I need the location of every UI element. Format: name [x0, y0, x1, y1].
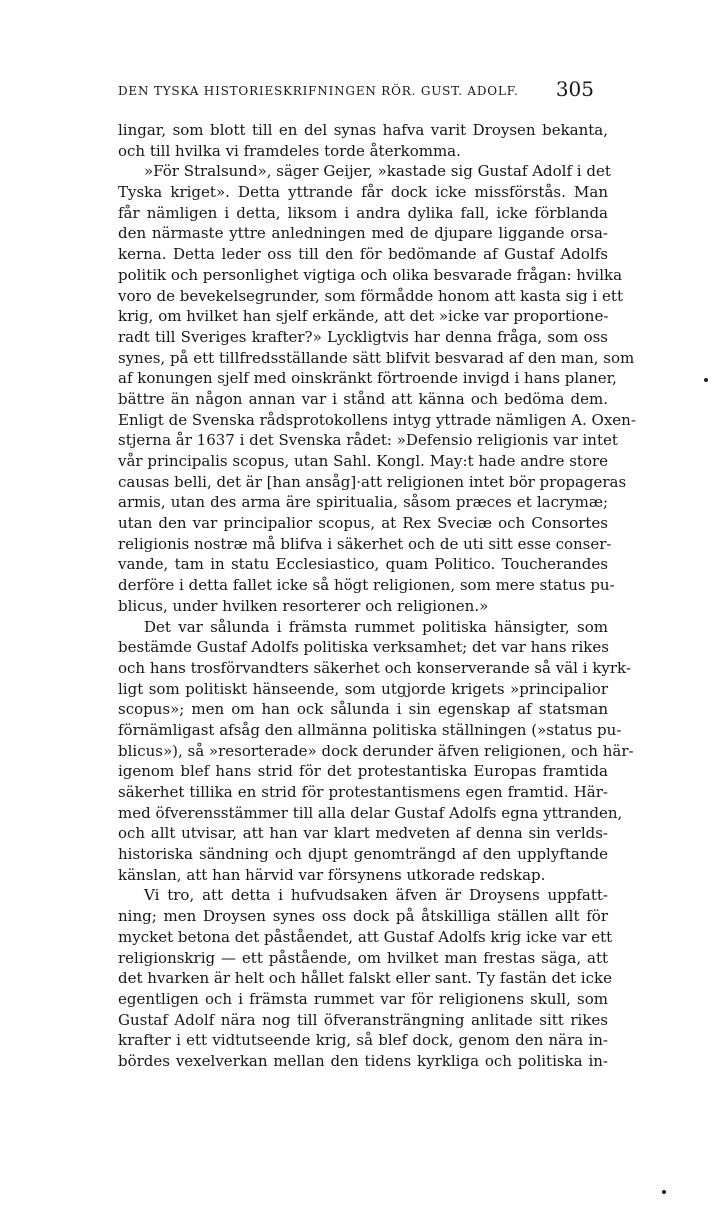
text-line: religionis nostræ må blifva i säkerhet och de uti sitt esse conser- [118, 534, 612, 553]
text-line: blicus»), så »resorterade» dock derunder äfven religionen, och här- [118, 741, 634, 760]
running-header-title: DEN TYSKA HISTORIESKRIFNINGEN RÖR. GUST. ADOLF. [118, 84, 519, 98]
text-line: lingar, som blott till en del synas hafva varit Droysen bekanta, [118, 121, 608, 139]
text-line: säkerhet tillika en strid för protestantismens egen framtid. Här- [118, 783, 608, 801]
text-line: armis, utan des arma äre spiritualia, såsom præces et lacrymæ; [118, 493, 608, 512]
text-line: vår principalis scopus, utan Sahl. Kongl. May:t hade andre store [118, 452, 609, 470]
text-line: och allt utvisar, att han var klart medveten af denna sin verlds- [118, 824, 608, 843]
text-line: af konungen sjelf med oinskränkt förtroende invigd i hans planer, [118, 369, 617, 388]
text-line: bättre än någon annan var i stånd att känna och bedöma dem. [118, 389, 608, 408]
text-line: känslan, att han härvid var försynens utkorade redskap. [118, 865, 546, 884]
running-header [118, 76, 598, 102]
text-line: derföre i detta fallet icke så högt religionen, som mere status pu- [118, 576, 615, 595]
text-line: det hvarken är helt och hållet falskt eller sant. Ty fastän det icke [118, 969, 612, 988]
text-line: voro de bevekelsegrunder, som förmådde honom att kasta sig i ett [118, 286, 623, 305]
text-line: Vi tro, att detta i hufvudsaken äfven är Droysens uppfatt- [144, 886, 608, 905]
text-line: och till hvilka vi framdeles torde återkomma. [118, 141, 461, 160]
text-line: causas belli, det är [han ansåg]·att religionen intet bör propageras [118, 472, 627, 491]
margin-speck [704, 378, 708, 382]
page-number: 305 [555, 77, 594, 101]
text-line: »För Stralsund», säger Geijer, »kastade sig Gustaf Adolf i det [144, 162, 611, 181]
text-line: förnämligast afsåg den allmänna politiska ställningen (»status pu- [118, 720, 622, 739]
text-line: egentligen och i främsta rummet var för religionens skull, som [118, 989, 608, 1008]
text-line: med öfverensstämmer till alla delar Gustaf Adolfs egna yttranden, [118, 803, 623, 822]
text-line: radt till Sveriges krafter?» Lyckligtvis har denna fråga, som oss [118, 327, 608, 346]
text-line: historiska sändning och djupt genomträngd af den upplyftande [118, 845, 608, 864]
text-line: bestämde Gustaf Adolfs politiska verksamhet; det var hans rikes [118, 638, 609, 657]
text-line: scopus»; men om han ock sålunda i sin egenskap af statsman [118, 700, 608, 719]
text-line: stjerna år 1637 i det Svenska rådet: »Defensio religionis var intet [118, 431, 618, 450]
text-line: mycket betona det påståendet, att Gustaf Adolfs krig icke var ett [118, 927, 613, 946]
text-line: kerna. Detta leder oss till den för bedömande af Gustaf Adolfs [118, 245, 608, 264]
text-line: bördes vexelverkan mellan den tidens kyrkliga och politiska in- [118, 1051, 608, 1070]
margin-speck [662, 1190, 666, 1194]
text-line: och hans trosförvandters säkerhet och konserverande så väl i kyrk- [118, 658, 631, 677]
text-line: igenom blef hans strid för det protestantiska Europas framtida [118, 762, 608, 781]
text-line: vande, tam in statu Ecclesiastico, quam Politico. Toucherandes [118, 555, 608, 574]
text-line: får nämligen i detta, liksom i andra dylika fall, icke förblanda [118, 203, 608, 222]
text-line: Det var sålunda i främsta rummet politiska hänsigter, som [144, 617, 608, 636]
text-line: den närmaste yttre anledningen med de djupare liggande orsa- [118, 224, 608, 243]
text-line: ligt som politiskt hänseende, som utgjorde krigets »principalior [118, 679, 608, 698]
text-line: religionskrig — ett påstående, om hvilket man frestas säga, att [118, 948, 608, 967]
body-text [118, 120, 636, 1072]
text-line: Enligt de Svenska rådsprotokollens intyg yttrade nämligen A. Oxen- [118, 410, 636, 429]
text-line: Gustaf Adolf nära nog till öfveransträngning anlitade sitt rikes [118, 1010, 608, 1029]
text-line: Tyska kriget». Detta yttrande får dock icke missförstås. Man [118, 183, 608, 202]
text-line: blicus, under hvilken resorterer och religionen.» [118, 596, 489, 615]
text-line: utan den var principalior scopus, at Rex Sveciæ och Consortes [118, 514, 608, 533]
text-line: ning; men Droysen synes oss dock på åtskilliga ställen allt för [118, 907, 608, 926]
text-line: politik och personlighet vigtiga och olika besvarade frågan: hvilka [118, 265, 623, 284]
text-line: synes, på ett tillfredsställande sätt blifvit besvarad af den man, som [118, 348, 635, 367]
text-line: krig, om hvilket han sjelf erkände, att det »icke var proportione- [118, 307, 609, 326]
text-line: krafter i ett vidtutseende krig, så blef dock, genom den nära in- [118, 1031, 608, 1050]
